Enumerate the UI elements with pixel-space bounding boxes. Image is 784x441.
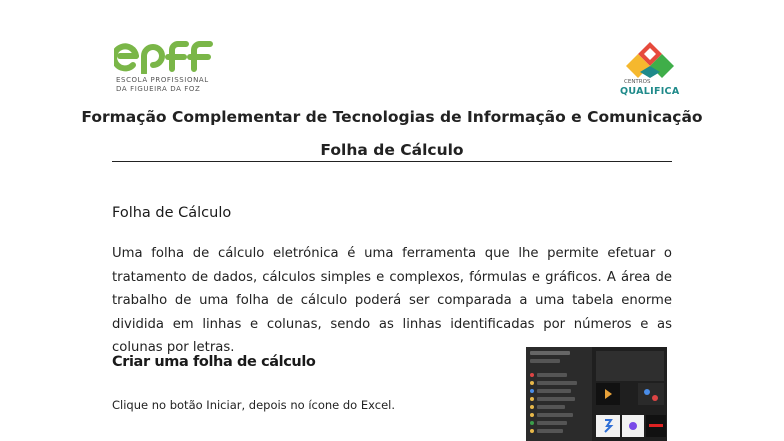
qualifica-big-text: QUALIFICA <box>620 86 680 97</box>
qualifica-small-text: CENTROS <box>624 79 651 85</box>
school-name-line2: DA FIGUEIRA DA FOZ <box>116 85 201 93</box>
qualifica-logo <box>620 42 680 98</box>
tile-dark <box>596 383 620 405</box>
tile-netflix <box>646 415 666 437</box>
section-heading-folha: Folha de Cálculo <box>112 205 232 221</box>
section-heading-criar: Criar uma folha de cálculo <box>112 354 316 370</box>
section-body-folha: Uma folha de cálculo eletrónica é uma ferramenta que lhe permite efetuar o tratamento de dados, cálculos simples e complexos, fórmulas e gráficos. A área de trabalho de uma folha de cálculo poderá ser comparada a uma tabela enorme dividida em linhas e colunas, sendo as linhas identificadas por números e as colunas por letras. <box>112 246 672 355</box>
start-menu-screenshot <box>526 347 667 441</box>
qualifica-diamond-icon <box>620 42 680 80</box>
start-menu-app-list <box>526 347 592 441</box>
tile-white-2 <box>622 415 644 437</box>
school-name-line1: ESCOLA PROFISSIONAL <box>116 76 209 84</box>
section-instruction-criar: Clique no botão Iniciar, depois no ícone do Excel. <box>112 398 395 412</box>
document-subtitle: Folha de Cálculo <box>320 141 464 159</box>
tile-apps <box>638 383 664 405</box>
header-divider <box>112 161 672 162</box>
epff-logo-icon <box>114 40 214 74</box>
tile-white-1 <box>596 415 620 437</box>
document-header-title: Formação Complementar de Tecnologias de Informação e Comunicação <box>81 108 703 126</box>
tile-weather <box>596 351 664 381</box>
school-logo <box>114 40 224 93</box>
